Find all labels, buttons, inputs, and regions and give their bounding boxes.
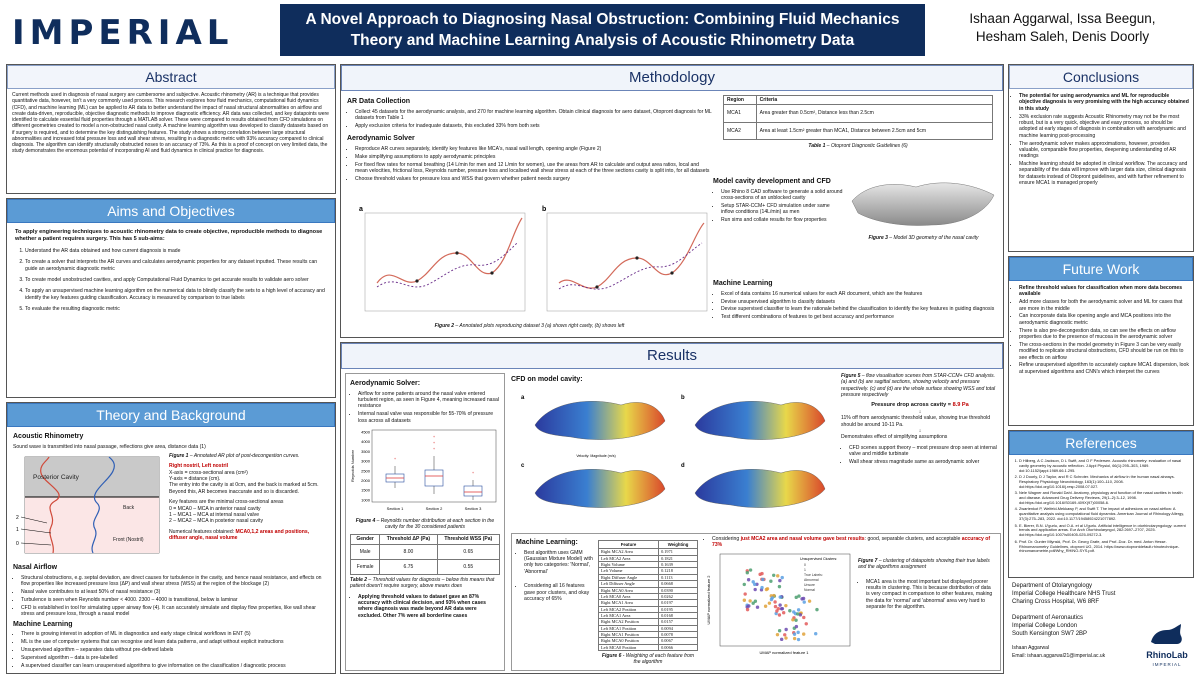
table3-row: Right Volume 0.1639 <box>599 562 698 568</box>
results-aero-heading: Aerodynamic Solver: <box>350 380 421 387</box>
fig4-outlier: + <box>432 439 436 445</box>
conclusion-item: • The aerodynamic solver makes approximations, however, provides valuable, comparable flow properties, deepening understanding of AR readings <box>1019 141 1189 160</box>
table3-row: Right MCA0 Position 0.0067 <box>599 638 698 644</box>
rhino-icon <box>1147 622 1187 648</box>
airflow-item: • Structural obstructions, e.g. septal deviation, are direct causes for turbulence in the cavity, and hence nasal resistance, and effects on flow properties like increased pressure loss (ΔP) and wall shear stress (WSS) at the region of the blockage (2) <box>21 575 329 588</box>
aim-item: 4. To apply an unsupervised machine learning algorithm on the numerical data to blindly classify the sets to a high level of accuracy and identify the key features guiding classification. Accuracy is measured by comparison to true labels <box>25 288 327 301</box>
dept2: Department of Aeronautics <box>1012 615 1084 621</box>
ml-theory-item: • Supervised algorithm – data is pre-labelled <box>21 655 329 661</box>
fig4-outlier: + <box>432 445 436 451</box>
fig7-point <box>780 638 783 641</box>
results-cfd-item: • CFD scenes support theory – most pressure drop seen at internal valve and middle turbinate <box>849 445 999 458</box>
figure5-cfd-scenes <box>511 387 831 527</box>
abstract-title: Abstract <box>7 65 335 89</box>
fig1-numerical: MCA0,1,2 areas and positions, diffuser angle, nasal volume <box>169 528 310 541</box>
reference-item: 4. Zwartenkot P, Welfeld-Mekkawy P, and Swift T. The impact of adhesions on nasal airflow: A quantitative analysis using computational fluid dynamics. American Journal of Rhinology Allergy, 37(3):275–283, 2022. doi:10.1177/19458924221077892. <box>1019 507 1189 522</box>
table3-row: Left MCA2 Area 0.1821 <box>599 555 698 561</box>
fig5-cfd-scene <box>535 401 665 439</box>
figure3-model-geometry <box>846 173 1001 233</box>
table1-row: MCA1 Area greater than 0.5cm², Distance less than 2.5cm <box>724 105 993 122</box>
fig5-panel-label: a <box>521 394 525 401</box>
figure2-plots <box>347 203 712 321</box>
fig4-ytick: 1500 <box>361 487 370 493</box>
fig7-point <box>808 600 811 603</box>
fig7-point <box>746 608 749 611</box>
conclusion-item: • 33% exclusion rate suggests Acoustic Rhinometry may not be the most robust, but is a very quick, objective and easy process, so should be adopted at early stages of diagnosis in combination with aerodynamic and machine learning post-processing <box>1019 114 1189 139</box>
fig7-frame <box>720 554 850 646</box>
abstract-section <box>6 64 336 194</box>
table3-header: Feature <box>599 541 659 549</box>
ml-theory-item: • Unsupervised algorithm – separates data without pre-defined labels <box>21 647 329 653</box>
fig7-point <box>747 604 750 607</box>
fig7-point <box>783 633 786 636</box>
figure2: a b Figure 2 – Annotated plots reproducing dataset 3 (a) shows right cavity, (b) shows left <box>347 203 712 333</box>
fig4-ytick: 4500 <box>361 429 370 435</box>
ml-method-item: • Devise supervised classifier to learn the rationale behind the classification to identify the key features in guiding diagnosis <box>721 306 998 312</box>
fig7-point <box>773 600 776 603</box>
poster-header <box>0 0 1200 60</box>
fig7-point <box>756 606 759 609</box>
results-ml-item: • Best algorithm uses GMM (Gaussian Mixture Model) with only two categories: 'Normal', 'Abnormal' <box>524 550 594 575</box>
airflow-list <box>13 575 329 618</box>
fig4-ytick: 3000 <box>361 458 370 464</box>
fig7-point <box>800 597 803 600</box>
aims-title: Aims and Objectives <box>7 199 335 223</box>
fig7-legend-item: Abnormal <box>804 578 819 583</box>
pressure-drop-note: 11% off from aerodynamic threshold value, showing true threshold should be around 10-11 Pa. <box>841 415 991 428</box>
fig5-panel-label: b <box>681 394 685 401</box>
fig7-point <box>753 583 756 586</box>
results-ml-note: • MCA1 area is the most important but displayed poorer results in clustering. This is because distribution of data is very compact in comparison to other features, making the data for 'normal' and 'abnormal' area very hard to separate for the algorithm. <box>866 579 994 611</box>
fig7-point <box>778 614 781 617</box>
aero-solver-item: • Make simplifying assumptions to apply aerodynamic principles <box>355 154 712 160</box>
dept1: Department of Otolaryngology <box>1012 583 1093 589</box>
reference-item: 1. D Hilberg, A C Jackson, D L Swift, and O F Pedersen. Acoustic rhinometry: evaluation of nasal cavity geometry by acoustic reflection. J Appl Physiol, 66(1):295–303, 1989. doi:10.1152/jappl.1989.66.1.295. <box>1019 459 1189 474</box>
fig4-ytick: 3500 <box>361 448 370 454</box>
figure7-clusters <box>704 550 854 658</box>
table2-row: Male 8.00 0.65 <box>351 544 500 559</box>
fig7-legend-item: 1 <box>804 568 806 573</box>
table3-row: Right MCA1 Position 0.0078 <box>599 632 698 638</box>
fig4-box <box>425 470 443 486</box>
conclusion-item: • Machine learning should be adopted in clinical workflow. The accuracy and separability of the data will improve with larger data size, clinical diagnosis for datasets instead of Otopront guidelines, and with further refinement to ensure MCA1 is managed properly <box>1019 161 1189 186</box>
airflow-item: • CFD is established in tool for simulating upper airway flow (4). It can accurately simulate and display flow properties, like wall shear stress and pressure loss, through a nasal model <box>21 605 329 618</box>
table3-row: Left Volume 0.1218 <box>599 568 698 574</box>
table2-row: Female 6.75 0.55 <box>351 559 500 574</box>
abstract-text: Current methods used in diagnosis of nasal surgery are cumbersome and subjective. Acoustic rhinometry (AR) is a technique that provides quantitative data, however, isn't a very commonly used process. This research explores how fluid mechanics, computational fluid dynamics (CFD), and machine learning (ML) can be applied to AR data to better understand the impact of nasal structural abnormalities on airflow and create data-driven, reproducible, objective diagnostic methods to improve diagnostic efficiency. AR data was collected, and key datapoints were identified to calculate essential fluid properties through a MATLAB solver. These were compared to results obtained from CFD simulations on different geometries created to model a non-obstructed nasal cavity. A machine learning algorithm was developed to classify datasets based on if surgery is required, and to determine the key distinguishing features. The study shows a strong correlation between large structural abnormalities and increased total pressure loss and wall shear stress, resulting in a diagnostic metric with 93% accuracy compared to clinical diagnosis. The algorithm can identify structurally obstructed noses to an accuracy of 73%. As this is a proof of concept on very limited data, the study demonstrates the enormous potential of incorporating AI and fluid dynamics in clinical practice for diagnosis. <box>12 92 329 155</box>
fig7-point <box>793 637 796 640</box>
fig5-cfd-scene <box>695 469 825 507</box>
fig7-point <box>746 571 749 574</box>
fig7-point <box>769 580 772 583</box>
nasal-airflow-heading: Nasal Airflow <box>13 564 58 572</box>
org1: Imperial College Healthcare NHS Trust <box>1012 591 1116 597</box>
reference-item: 3. Nele Wagner and Ronald Dahl. Anatomy, physiology and function of the nasal cavities in health and disease. Advanced Drug Delivery Reviews, 29(1–2):3–12, 1998. doi:https://doi.org/10.1016/S0169-409X(97)00058-6. <box>1019 491 1189 506</box>
future-item: • There is also pre-decongestion data, so can see the effects on airflow properties due to the presence of mucosa in the aerodynamic solver <box>1019 328 1189 341</box>
table3-row: Right MCA1 Area 0.0197 <box>599 600 698 606</box>
fig7-point <box>749 569 752 572</box>
fig7-point <box>778 579 781 582</box>
svg-text:2: 2 <box>16 515 19 522</box>
fig7-point <box>761 578 764 581</box>
figure1-ar-plot <box>13 453 163 561</box>
reference-item: 2. D J Doorly, D J Taylor, and R C Schroter. Mechanics of airflow in the human nasal airways. Respiratory Physiology Neurobiology, 163(1):100–110, 2008. doi:https://doi.org/10.1016/j.resp.2008.07.027. <box>1019 475 1189 490</box>
fig7-point <box>760 586 763 589</box>
fig7-point <box>802 633 805 636</box>
cfd-method-item: • Setup STAR-CCM+ CFD simulation under same inflow conditions (14L/min) as men <box>721 203 843 216</box>
future-item: • Add more classes for both the aerodynamic solver and ML for cases that are more in the middle <box>1019 299 1189 312</box>
contact-name: Ishaan Aggarwal <box>1012 645 1049 651</box>
fig4-ytick: 4000 <box>361 438 370 444</box>
table3-row: Right MCA2 Position 0.0157 <box>599 619 698 625</box>
contact-block <box>1008 582 1194 674</box>
results-aero-item: • Internal nasal valve was responsible for 55-70% of pressure loss across all datasets <box>358 411 500 424</box>
fig7-point <box>805 622 808 625</box>
fig1-legend: Right nostril, Left nostril <box>169 463 229 470</box>
fig2-label-b: b <box>542 206 547 213</box>
left-column <box>6 64 336 674</box>
ar-heading: Acoustic Rhinometry <box>13 433 84 440</box>
table3-row: Left MCA2 Position 0.0195 <box>599 606 698 612</box>
results-ml-best: • Considering just MCA2 area and nasal volume gave best results: good, separable clusters, and acceptable accuracy of 73% <box>712 536 998 549</box>
reference-item: 6. Prof. Dr. Gunter Mlynski, Prof. Dr. Georg Grafe, and Prof.-Doz. Dr. med. Anton Hesse. Rhinomanometry Guidelines, otopront UG, 2014. https://www.otoprontdefault.rhinotechnique-rhinomanometrie.pdf/Why_RHINO-SYS.pdf. <box>1019 540 1189 555</box>
fig4-xtick: Section 2 <box>425 505 443 511</box>
fig7-point <box>753 588 756 591</box>
aims-intro: To apply engineering techniques to acoustic rhinometry data to create objective, reproducible methods to diagnose whether a patient requires surgery. This has 5 sub-aims: <box>15 229 323 242</box>
ml-theory-heading: Machine Learning <box>13 620 73 628</box>
ml-method-block <box>713 277 998 322</box>
fig5-cfd-scene <box>695 401 825 439</box>
table2: Gender Threshold ΔP (Pa) Threshold WSS (Pa) Male 8.00 0.65 Female 6.75 0.55 <box>350 534 500 575</box>
fig7-point <box>774 605 777 608</box>
table3-row: Left Diffuser Angle 0.0668 <box>599 581 698 587</box>
airflow-item: • Nasal valve contributes to at least 50% of nasal resistance (3) <box>21 589 329 595</box>
pressure-drop-value: 8.9 Pa <box>952 402 969 408</box>
fig7-point <box>748 599 751 602</box>
fig2-label-a: a <box>359 206 363 213</box>
cfd-method-block <box>713 175 843 225</box>
cfd-method-item: • Run sims and collate results for flow properties <box>721 217 843 223</box>
fig7-point <box>747 578 750 581</box>
ml-theory-item: • There is growing interest in adoption of ML in diagnostics and early stage clinical workflows in ENT (5) <box>21 631 329 637</box>
results-cfd-block: CFD on model cavity: a b c d Velocity: Magnitude (m/s) Figure 5 – flow visualisation scenes from STAR-CCM+ CFD analysis. (a) and (b) are sagittal sections, showing velocity and pressure respectively. (c) and (d) are the whole surface showing WSS and total pressure respectively Pressure drop across cavity = 8.9 Pa ↓ 11% off from aerodynamic threshold value, showing true threshold should be around 10-11 Pa. ↓ Demonstrates effect of simplifying assumptions • CFD scenes support theory – most pressure drop seen at internal valve and middle turbinate • Wall shear stress magnitude same as aerodynamic solver <box>511 373 1001 533</box>
theory-title: Theory and Background <box>7 403 335 427</box>
addr1: Charing Cross Hospital, W6 8RF <box>1012 599 1100 605</box>
results-aero-bottom: • Applying threshold values to dataset gave an 87% accuracy with clinical decision, and 93% when cases where diagnosis was made beyond AR data were excluded. Other 7% were all borderline cases <box>358 594 500 619</box>
fig7-point <box>796 631 799 634</box>
ar-collection-item: • Collect 45 datasets for the aerodynamic analysis, and 270 for machine learning algorithm. Obtain clinical diagnosis for aero dataset, Otopront diagnosis for ML datasets from Table 1 <box>355 109 712 122</box>
ml-method-item: • Excel of data contains 16 numerical values for each AR document, which are the features <box>721 291 998 297</box>
fig7-point <box>793 633 796 636</box>
results-cfd-item: • Wall shear stress magnitude same as aerodynamic solver <box>849 459 999 465</box>
posterior-cavity-label: Posterior Cavity <box>33 474 79 482</box>
aero-solver-item: • For fixed flow rates for normal breathing (14 L/min for men and 12 L/min for women), use the areas from AR to calculate and output area ratios, local and mean velocities, frictional loss, Reynolds number, pressure loss and localised wall shear stress at each of the three sections cavity is split into, for all datasets <box>355 162 712 175</box>
rhinolab-logo: RhinoLab IMPERIAL <box>1142 622 1192 667</box>
methodology-title: Methodology <box>341 65 1003 91</box>
results-cfd-heading: CFD on model cavity: <box>511 376 583 383</box>
conclusions-title: Conclusions <box>1009 65 1193 89</box>
ml-method-heading: Machine Learning <box>713 280 773 287</box>
fig7-point <box>768 602 771 605</box>
table1: Region Criteria MCA1 Area greater than 0.5cm², Distance less than 2.5cm MCA2 Area at least 1.5cm² greater than MCA1, Distance between 2.5cm and 5cm <box>723 95 993 140</box>
results-section <box>340 342 1004 674</box>
fig7-point <box>743 583 746 586</box>
fig7-xlabel: UMAP normalized feature 1 <box>759 650 809 656</box>
results-aero-block: Aerodynamic Solver: • Airflow for some patients around the nasal valve entered turbulent region, as seen in Figure 4, meaning increased nasal resistance • Internal nasal valve was responsible for 55-70% of pressure loss across all datasets 4500 4000 3500 3000 2500 2000 1500 1000 Reynolds Number Section 1 Section 2 Section 3 + + + + + Figure 4 – Reynolds number distribution at each section in the cavity for the 30 considered patients Gender Threshold ΔP (Pa) Threshold WSS (Pa) Male 8.00 0.65 Female 6.75 0.55 Table 2 – Threshold values for diagnosis – below this means that patient doesn't require surgery, above means does • Applying threshold values to dataset gave an 87% accuracy with clinical decision, and 93% when cases where diagnosis was made beyond AR data were excluded. Other 7% were all borderline cases <box>345 373 505 671</box>
fig7-point <box>776 633 779 636</box>
fig7-point <box>772 574 775 577</box>
aero-solver-item: • Choose threshold values for pressure loss and WSS that govern whether patient needs surgery <box>355 176 712 182</box>
table3-block: Feature Weighting Right MCA2 Area 0.1971 Left MCA2 Area 0.1821 Right Volume 0.1639 Left Volume 0.1218 Right Diffuser Angle 0.1113 Left Diffuser Angle 0.0668 Right MCA0 Area 0.0390 Left MCA0 Area 0.0262 Right MCA1 Area 0.0197 Left MCA2 Position 0.0195 Left MCA1 Area 0.0168 Right MCA2 Position 0.0157 Left MCA1 Position 0.0094 Right MCA1 Position 0.0078 Right MCA0 Position 0.0067 Left MCA0 Position 0.0066 Figure 6 - Weighting of each feature from the algorithm <box>598 540 698 666</box>
fig7-point <box>796 612 799 615</box>
results-ml-heading: Machine Learning: <box>516 539 578 546</box>
fig7-point <box>803 601 806 604</box>
fig7-point <box>776 574 779 577</box>
poster-title: A Novel Approach to Diagnosing Nasal Obstruction: Combining Fluid Mechanics Theory and Machine Learning Analysis of Acoustic Rhinometry Data <box>280 4 925 56</box>
front-nostril-label: Front (Nostril) <box>113 537 144 544</box>
fig7-point <box>751 602 754 605</box>
fig4-box <box>464 486 482 496</box>
fig7-point <box>743 599 746 602</box>
fig7-point <box>775 610 778 613</box>
conclusions-section <box>1008 64 1194 252</box>
fig7-point <box>792 610 795 613</box>
fig4-ytick: 2500 <box>361 467 370 473</box>
ar-text: Sound wave is transmitted into nasal passage, reflections give area, distance data (1) <box>13 443 206 450</box>
fig7-point <box>802 616 805 619</box>
table3-row: Left MCA0 Area 0.0262 <box>599 593 698 599</box>
fig7-point <box>788 609 791 612</box>
table3-row: Left MCA1 Position 0.0094 <box>599 625 698 631</box>
fig5-cfd-scene <box>535 469 665 507</box>
references-section <box>1008 430 1194 578</box>
fig7-legend-title: Unsupervised Clusters: <box>800 557 838 562</box>
fig4-ytick: 2000 <box>361 477 370 483</box>
fig7-point <box>743 593 746 596</box>
future-work-title: Future Work <box>1009 257 1193 281</box>
fig7-legend-item: True Labels: <box>804 573 823 578</box>
fig7-point <box>778 585 781 588</box>
fig1-key: Key features are the minimal cross-sectional areas 0 = MCA0 – MCA in anterior nasal cavity 1 – MCA1 – MCA at internal nasal valve 2 – MCA2 – MCA in posterior nasal cavity <box>169 499 284 525</box>
table3-header: Weighting <box>659 541 698 549</box>
ml-theory-list <box>13 631 329 669</box>
aim-item: 2. To create a solver that interprets the AR curves and calculates aerodynamic properties for any dataset inputted. These results can guide an aerodynamic diagnostic metric <box>25 259 327 272</box>
conclusion-item: • The potential for using aerodynamics and ML for reproducible objective diagnosis is very promising with the high accuracy obtained in this study <box>1019 93 1189 112</box>
fig4-ytick: 1000 <box>361 496 370 502</box>
fig7-point <box>779 596 782 599</box>
fig4-ylabel: Reynolds Number <box>350 449 355 482</box>
fig7-point <box>795 596 798 599</box>
contact-email: Email: ishaan.aggarwal21@imperial.ac.uk <box>1012 653 1106 659</box>
future-item: • The cross-sections in the model geometry in Figure 3 can be very easily modified to replicate structural obstructions, CFD should be run on this to see effects on airflow <box>1019 342 1189 361</box>
back-label: Back <box>123 505 135 512</box>
fig7-point <box>814 632 817 635</box>
fig7-legend-item: Normal <box>804 588 815 593</box>
fig7-point <box>781 576 784 579</box>
fig5-panel-label: d <box>681 462 685 469</box>
fig4-outlier: + <box>393 455 397 461</box>
fig4-xtick: Section 3 <box>464 505 482 511</box>
aero-solver-heading: Aerodynamic Solver <box>347 135 415 143</box>
imperial-logo: IMPERIAL <box>12 13 234 53</box>
table3-row: Right MCA0 Area 0.0390 <box>599 587 698 593</box>
fig5-panel-label: c <box>521 462 525 469</box>
table1-block: Region Criteria MCA1 Area greater than 0.5cm², Distance less than 2.5cm MCA2 Area at least 1.5cm² greater than MCA1, Distance between 2.5cm and 5cm Table 1 – Otopront Diagnostic Guidelines (6) <box>723 95 993 149</box>
references-title: References <box>1009 431 1193 455</box>
theory-section: Theory and Background Acoustic Rhinometry Sound wave is transmitted into nasal passage, reflections give area, distance data (1) Posterior Cavity Back Front (Nostril) 2 1 0 Figure 1 – Annotated AR plot of post-decongestion curves. Right nostril, Left nostril X-axis = cross-sectional area (cm²) Y-axis = distance (cm). The entry into the cavity is at 0cm, and the back is marked at 5cm. Beyond this, AR becomes inaccurate and so is discarded. Key features are the minimal cross-sectional areas 0 = MCA0 – MCA in anterior nasal cavity 1 – MCA1 – MCA at internal nasal valve 2 – MCA2 – MCA in posterior nasal cavity Numerical features obtained: MCA0,1,2 areas and positions, diffuser angle, nasal volume Nasal Airflow • Structural obstructions, e.g. septal deviation, are direct causes for turbulence in the cavity, and hence nasal resistance, and effects on flow properties like increased pressure loss (ΔP) and wall shear stress (WSS) at the region of the blockage (2) • Nasal valve contributes to at least 50% of nasal resistance (3) • Turbulence is seen when Reynolds number < 4000. 2300 – 4000 is transitional, below is laminar • CFD is established in tool for simulating upper airway flow (4). It can accurately simulate and display flow properties, like wall shear stress and pressure loss, through a nasal model Machine Learning • There is growing interest in adoption of ML in diagnostics and early stage clinical workflows in ENT (5) • ML is the use of computer systems that can recognise and learn data patterns, and adapt without explicit instructions • Unsupervised algorithm – separates data without pre-defined labels • Supervised algorithm – data is pre-labelled • A supervised classifier can learn unsupervised algorithms to give information on the classification / diagnostic process <box>6 402 336 674</box>
fig7-point <box>784 637 787 640</box>
aim-item: 3. To create model unobstructed cavities, and apply Computational Fluid Dynamics to get accurate results to validate aero solver <box>25 277 327 283</box>
reference-item: 5. E. Bierer, B.N. U'gurlu, and O.A. et al U'gurlu. Artificial intelligence in otorhinolaryngology: current trends and application areas. Eur Arch Otorhinolaryngol, 282:2697–2707, 2025. doi:https://doi.org/10.1007/s00405-025-09272-3. <box>1019 524 1189 539</box>
ml-theory-item: • A supervised classifier can learn unsupervised algorithms to give information on the classification / diagnostic process <box>21 663 329 669</box>
fig7-point <box>766 587 769 590</box>
aims-section <box>6 198 336 398</box>
fig7-point <box>782 611 785 614</box>
fig7-legend-item: Unsure <box>804 583 815 588</box>
table3-row: Right Diffuser Angle 0.1113 <box>599 574 698 580</box>
aero-solver-item: • Reproduce AR curves separately, identify key features like MCA's, nasal wall length, opening angle (Figure 2) <box>355 146 712 152</box>
methodology-section <box>340 64 1004 338</box>
aim-item: 1. Understand the AR data obtained and how current diagnosis is made <box>25 248 327 254</box>
fig5-colorbar-label: Velocity: Magnitude (m/s) <box>576 453 616 458</box>
ar-collection-item: • Apply exclusion criteria for inadequate datasets, this excluded 33% from both sets <box>355 123 712 129</box>
svg-text:1: 1 <box>16 527 19 534</box>
figure4-boxplot <box>350 426 500 516</box>
fig7-point <box>758 573 761 576</box>
fig7-point <box>784 604 787 607</box>
cfd-method-item: • Use Rhino 8 CAD software to generate a solid around cross-sections of an unblocked cavity <box>721 189 843 202</box>
future-item: • Can incorporate data like opening angle and MCA positions into the aerodynamic diagnostic metric <box>1019 313 1189 326</box>
future-item: • Refine unsupervised algorithm to accurately capture MCA1 dispersion, look at supervised algorithms and CNN's which interpret the curves <box>1019 362 1189 375</box>
table3-row: Left MCA0 Position 0.0066 <box>599 644 698 650</box>
fig1-entry: The entry into the cavity is at 0cm, and the back is marked at 5cm. Beyond this, AR becomes inaccurate and so is discarded. <box>169 482 319 495</box>
ml-method-item: • Test different combinations of features to get best accuracy and performance <box>721 314 998 320</box>
addr2: South Kensington SW7 2BP <box>1012 631 1088 637</box>
results-ml-block: Machine Learning: • Best algorithm uses GMM (Gaussian Mixture Model) with only two categories: 'Normal', 'Abnormal' • Considering all 16 features gave poor clusters, and okay accuracy of 65% Feature Weighting Right MCA2 Area 0.1971 Left MCA2 Area 0.1821 Right Volume 0.1639 Left Volume 0.1218 Right Diffuser Angle 0.1113 Left Diffuser Angle 0.0668 Right MCA0 Area 0.0390 Left MCA0 Area 0.0262 Right MCA1 Area 0.0197 Left MCA2 Position 0.0195 Left MCA1 Area 0.0168 Right MCA2 Position 0.0157 Left MCA1 Position 0.0094 Right MCA1 Position 0.0078 Right MCA0 Position 0.0067 Left MCA0 Position 0.0066 Figure 6 - Weighting of each feature from the algorithm • Considering just MCA2 area and nasal volume gave best results: good, separable clusters, and acceptable accuracy of 73% UMAP normalized feature 1 UMAP normalized feature 2 Unsupervised Clusters: 0 1 True Labels: Abnormal Unsure Normal Figure 7 – clustering of datapoints showing their true labels and the algorithms assignment • MCA1 area is the most important but displayed poorer results in clustering. This is because distribution of data is very compact in comparison to other features, making the data for 'normal' and 'abnormal' area very hard to separate for the algorithm. <box>511 533 1001 671</box>
results-aero-item: • Airflow for some patients around the nasal valve entered turbulent region, as seen in Figure 4, meaning increased nasal resistance <box>358 391 500 410</box>
airflow-item: • Turbulence is seen when Reynolds number < 4000. 2300 – 4000 is transitional, below is laminar <box>21 597 329 603</box>
fig7-point <box>778 604 781 607</box>
future-item: • Refine threshold values for classification when more data becomes available <box>1019 285 1189 298</box>
fig7-point <box>795 625 798 628</box>
fig7-point <box>791 618 794 621</box>
fig7-legend-item: 0 <box>804 563 806 568</box>
fig7-point <box>778 629 781 632</box>
aims-list <box>7 246 335 313</box>
aim-item: 5. To evaluate the resulting diagnostic metric <box>25 306 327 312</box>
cfd-method-heading: Model cavity development and CFD <box>713 178 831 185</box>
ar-collection-heading: AR Data Collection <box>347 98 411 105</box>
fig7-point <box>815 608 818 611</box>
results-title: Results <box>341 343 1003 369</box>
future-work-section <box>1008 256 1194 426</box>
org2: Imperial College London <box>1012 623 1078 629</box>
fig7-point <box>764 605 767 608</box>
table3-feature-weights <box>598 540 698 651</box>
fig7-point <box>797 638 800 641</box>
figure3: Figure 3 – Model 3D geometry of the nasal cavity <box>846 173 1001 242</box>
svg-text:0: 0 <box>16 541 19 548</box>
fig7-point <box>771 596 774 599</box>
fig7-point <box>781 607 784 610</box>
ml-theory-item: • ML is the use of computer systems that can recognise and learn data patterns, and adapt without explicit instructions <box>21 639 329 645</box>
author-list: Ishaan Aggarwal, Issa Beegun, Hesham Saleh, Denis Doorly <box>969 11 1156 44</box>
fig7-point <box>797 608 800 611</box>
fig7-ylabel: UMAP normalized feature 2 <box>706 575 711 625</box>
fig4-outlier: + <box>432 433 436 439</box>
fig7-point <box>784 628 787 631</box>
fig4-outlier: + <box>471 469 475 475</box>
results-ml-item: • Considering all 16 features gave poor clusters, and okay accuracy of 65% <box>524 583 594 602</box>
fig4-xtick: Section 1 <box>386 505 404 511</box>
table3-row: Right MCA2 Area 0.1971 <box>599 549 698 555</box>
fig1-axes: X-axis = cross-sectional area (cm²) Y-axis = distance (cm). <box>169 469 248 483</box>
table3-row: Left MCA1 Area 0.0168 <box>599 612 698 618</box>
ml-method-item: • Devise unsupervised algorithm to classify datasets <box>721 299 998 305</box>
pressure-drop-note2: Demonstrates effect of simplifying assumptions <box>841 434 948 441</box>
table1-row: MCA2 Area at least 1.5cm² greater than MCA1, Distance between 2.5cm and 5cm <box>724 122 993 139</box>
